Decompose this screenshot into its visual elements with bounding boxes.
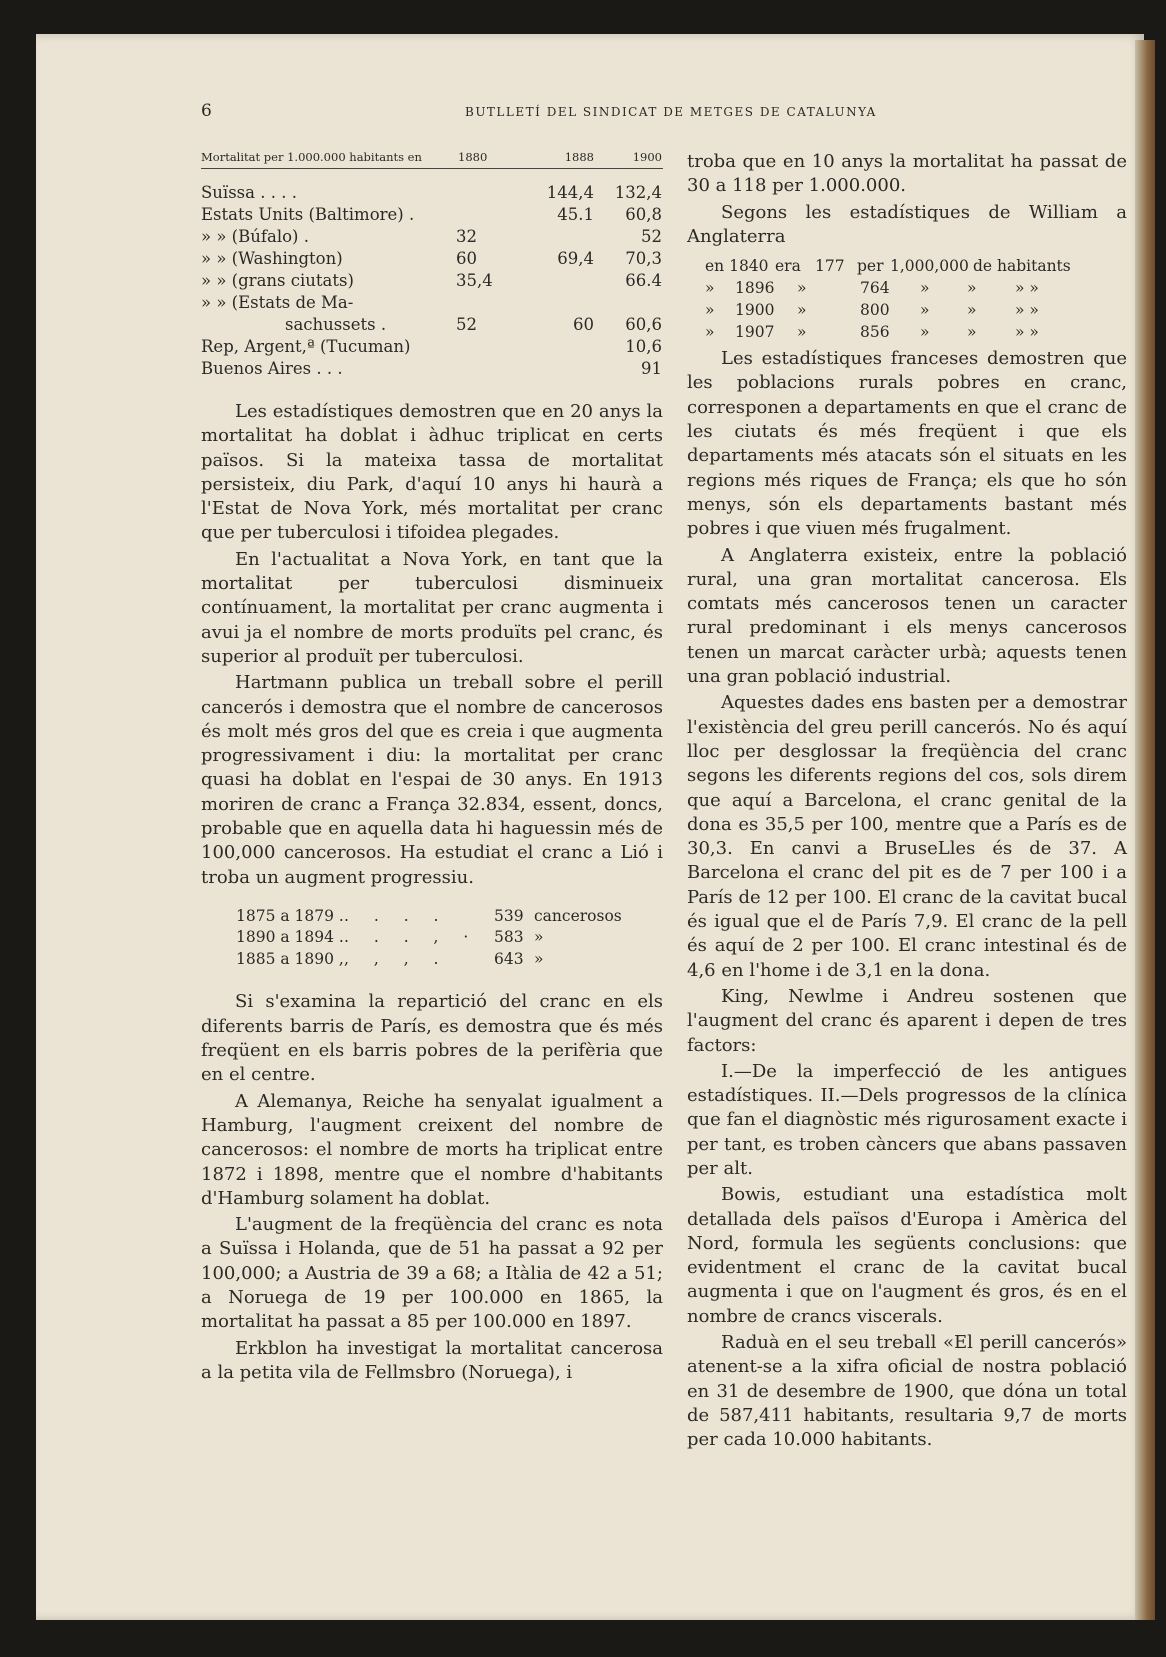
page-number: 6 — [201, 101, 212, 121]
stat-cell: » — [705, 279, 715, 298]
journal-title: BUTLLETÍ DEL SINDICAT DE METGES DE CATALUNYA — [465, 105, 877, 119]
stat-cell: 177 — [815, 257, 845, 276]
stat-cell: habitants — [997, 257, 1071, 276]
table-row — [705, 299, 1127, 321]
stat-cell: 856 — [860, 323, 890, 342]
row-label: » » (Búfalo) . — [201, 227, 309, 246]
cell-1888: 60 — [573, 315, 594, 334]
unit-cell: » — [534, 928, 544, 947]
paragraph: Aquestes dades ens basten per a demostrar l'existència del greu perill cancerós. No és aquí lloc per desglossar la freqüència del cranc segons les diferents regions del cos, sols direm que aquí a Barcelona, el cranc genital de la dona es 35,5 per 100, mentre que a París es de 30,3. En canvi a BruseLles és de 37. A Barcelona el cranc del pit es de 7 per 100 i a París de 12 per 100. El cranc de la cavitat bucal és igual que el de París 7,9. El cranc de la pell és aquí de 2 per 100. El cranc intestinal és de 4,6 en l'home i de 3,1 en la dona. — [687, 692, 1127, 981]
stat-cell: » — [705, 301, 715, 320]
cell-1900: 60,6 — [625, 315, 662, 334]
cell-1880: 60 — [456, 249, 477, 268]
paragraph: Si s'examina la repartició del cranc en els diferents barris de París, es demostra que és més freqüent en els barris pobres de la perifèria que en el centre. — [201, 991, 663, 1086]
stat-cell: 764 — [860, 279, 890, 298]
cell-1880: 32 — [456, 227, 477, 246]
paragraph: Bowis, estudiant una estadística molt detallada dels països d'Europa i Amèrica del Nord, formula les següents conclusions: que evidentment el cranc de la cavitat bucal augmenta i que on l'augment és gros, és en el nombre de crancs viscerals. — [687, 1184, 1127, 1327]
cell-1888: 69,4 — [557, 249, 594, 268]
cell-1900: 52 — [641, 227, 662, 246]
cell-1900: 66.4 — [625, 271, 662, 290]
paragraph: Erkblon ha investigat la mortalitat cancerosa a la petita vila de Fellmsbro (Noruega), i — [201, 1337, 663, 1383]
right-column — [687, 150, 1127, 1453]
stat-cell: » — [967, 323, 977, 342]
row-label: sachussets . — [285, 315, 387, 334]
table-row — [236, 927, 663, 949]
stat-cell: 1900 — [735, 301, 775, 320]
paragraph: A Anglaterra existeix, entre la població rural, una gran mortalitat cancerosa. Els comtats més cancerosos tenen un caracter rural predominant i els menys cancerosos tenen un marcat caràcter urbà; aquests tenen una gran població industrial. — [687, 544, 1127, 688]
stat-cell: » — [920, 301, 930, 320]
count-cell: 583 — [494, 928, 524, 947]
row-label: Rep, Argent,ª (Tucuman) — [201, 337, 411, 356]
table-row — [236, 906, 663, 928]
stat-cell: » — [967, 279, 977, 298]
count-cell: 643 — [494, 949, 524, 968]
paragraph: A Alemanya, Reiche ha senyalat igualment a Hamburg, l'augment creixent del nombre de cancerosos: el nombre de morts ha triplicat entre 1872 i 1898, mentre que el nombre d'habitants d'Hamburg solament ha doblat. — [201, 1090, 663, 1209]
table-caption: Mortalitat per 1.000.000 habitants en — [201, 150, 422, 164]
column-1900: 1900 — [632, 150, 662, 164]
table-row — [201, 270, 663, 292]
stat-cell: » — [967, 301, 977, 320]
cell-1900: 132,4 — [614, 183, 662, 202]
paragraph: En l'actualitat a Nova York, en tant que la mortalitat per tuberculosi disminueix contínuament, la mortalitat per cranc augmenta i avui ja el nombre de morts produïts pel cranc, és superior al produït per tuberculosi. — [201, 548, 663, 667]
table-header — [201, 150, 663, 169]
paragraph: L'augment de la freqüència del cranc es nota a Suïssa i Holanda, que de 51 ha passat a 92 per 100,000; a Austria de 39 a 68; a Itàlia de 42 a 51; a Noruega de 19 per 100.000 en 1865, la mortalitat ha passat a 85 per 100.000 en 1897. — [201, 1214, 663, 1333]
england-stats — [705, 255, 1127, 343]
table-row — [201, 336, 663, 358]
table-row — [705, 277, 1127, 299]
unit-cell: cancerosos — [534, 906, 622, 925]
count-cell: 539 — [494, 906, 524, 925]
table-row — [201, 314, 663, 336]
stat-cell: 800 — [860, 301, 890, 320]
table-row — [201, 226, 663, 248]
table-row — [236, 949, 663, 971]
row-label: Estats Units (Baltimore) . — [201, 205, 415, 224]
table-row — [201, 248, 663, 270]
paragraph: troba que en 10 anys la mortalitat ha passat de 30 a 118 per 1.000.000. — [687, 151, 1127, 197]
cell-1900: 10,6 — [625, 337, 662, 356]
stat-cell: 1,000,000 — [890, 257, 969, 276]
stat-cell: per — [857, 257, 884, 276]
table-row — [705, 255, 1127, 277]
cell-1900: 70,3 — [625, 249, 662, 268]
stat-cell: » » — [1015, 323, 1039, 342]
table-row — [201, 204, 663, 226]
cell-1888: 45.1 — [557, 205, 594, 224]
table-row — [201, 358, 663, 380]
table-row — [705, 321, 1127, 343]
paragraph: Hartmann publica un treball sobre el perill cancerós i demostra que el nombre de cancerosos és molt més gros del que es creia i que augmenta progressivament i diu: la mortalitat per cranc quasi ha doblat en l'espai de 30 anys. En 1913 moriren de cranc a França 32.834, essent, doncs, probable que en aquella data hi haguessin més de 100,000 cancerosos. Ha estudiat el cranc a Lió i troba un augment progressiu. — [201, 672, 663, 888]
table-row — [201, 182, 663, 204]
paragraph: Raduà en el seu treball «El perill cancerós» atenent-se a la xifra oficial de nostra població en 31 de desembre de 1900, que dóna un total de 587,411 habitants, resultaria 9,7 de morts per cada 10.000 habitants. — [687, 1332, 1127, 1451]
stat-cell: » — [705, 323, 715, 342]
row-label: » » (Washington) — [201, 249, 343, 268]
cell-1900: 91 — [641, 359, 662, 378]
leader-dots: . . . , · — [344, 928, 479, 947]
stat-cell: 1907 — [735, 323, 775, 342]
paragraph: King, Newlme i Andreu sostenen que l'augment del cranc és aparent i depen de tres factors: — [687, 985, 1127, 1056]
leader-dots: , , , . — [344, 949, 449, 968]
table-row — [201, 292, 663, 314]
stat-cell: » — [920, 323, 930, 342]
row-label: » » (grans ciutats) — [201, 271, 354, 290]
running-header — [201, 101, 1151, 126]
row-label: Buenos Aires . . . — [201, 359, 343, 378]
stat-cell: » » — [1015, 301, 1039, 320]
cell-1880: 52 — [456, 315, 477, 334]
mortality-table — [201, 150, 663, 380]
paragraph: Segons les estadístiques de William a Anglaterra — [687, 201, 1127, 247]
column-1888: 1888 — [564, 150, 594, 164]
years-cell: 1890 a 1894 . — [236, 928, 344, 947]
stat-cell: en 1840 — [705, 257, 769, 276]
row-label: » » (Estats de Ma- — [201, 293, 354, 312]
stat-cell: » — [797, 323, 807, 342]
unit-cell: » — [534, 949, 544, 968]
years-cell: 1875 a 1879 . — [236, 906, 344, 925]
years-cell: 1885 a 1890 , — [236, 949, 344, 968]
stat-cell: » — [920, 279, 930, 298]
cell-1900: 60,8 — [625, 205, 662, 224]
stat-cell: » — [797, 301, 807, 320]
paragraph: I.—De la imperfecció de les antigues estadístiques. II.—Dels progressos de la clínica que fan el diagnòstic més rigurosament exacte i per tant, es troben càncers que abans passaven per alt. — [687, 1060, 1127, 1179]
paragraph: Les estadístiques demostren que en 20 anys la mortalitat ha doblat i àdhuc triplicat en certs països. Si la mateixa tassa de mortalitat persisteix, diu Park, d'aquí 10 anys hi haurà a l'Estat de Nova York, més mortalitat per cranc que per tuberculosi i tifoidea plegades. — [201, 401, 663, 544]
paragraph: Les estadístiques franceses demostren que les poblacions rurals pobres en cranc, corresponen a departaments en que el cranc de les ciutats és més freqüent i que els departaments més atacats són el situats en les regions més riques de França; els que ho són menys, són els departaments bastant més pobres i que viuen més frugalment. — [687, 348, 1127, 540]
incidence-table — [236, 906, 663, 971]
stat-cell: 1896 — [735, 279, 775, 298]
stat-cell: era — [775, 257, 801, 276]
left-column — [201, 150, 663, 1385]
stat-cell: de — [973, 257, 993, 276]
row-label: Suïssa . . . . — [201, 183, 297, 202]
column-1880: 1880 — [458, 150, 488, 164]
book-edge — [1135, 40, 1155, 1620]
cell-1880: 35,4 — [456, 271, 493, 290]
cell-1888: 144,4 — [546, 183, 594, 202]
leader-dots: . . . . — [344, 906, 449, 925]
stat-cell: » — [797, 279, 807, 298]
stat-cell: » » — [1015, 279, 1039, 298]
